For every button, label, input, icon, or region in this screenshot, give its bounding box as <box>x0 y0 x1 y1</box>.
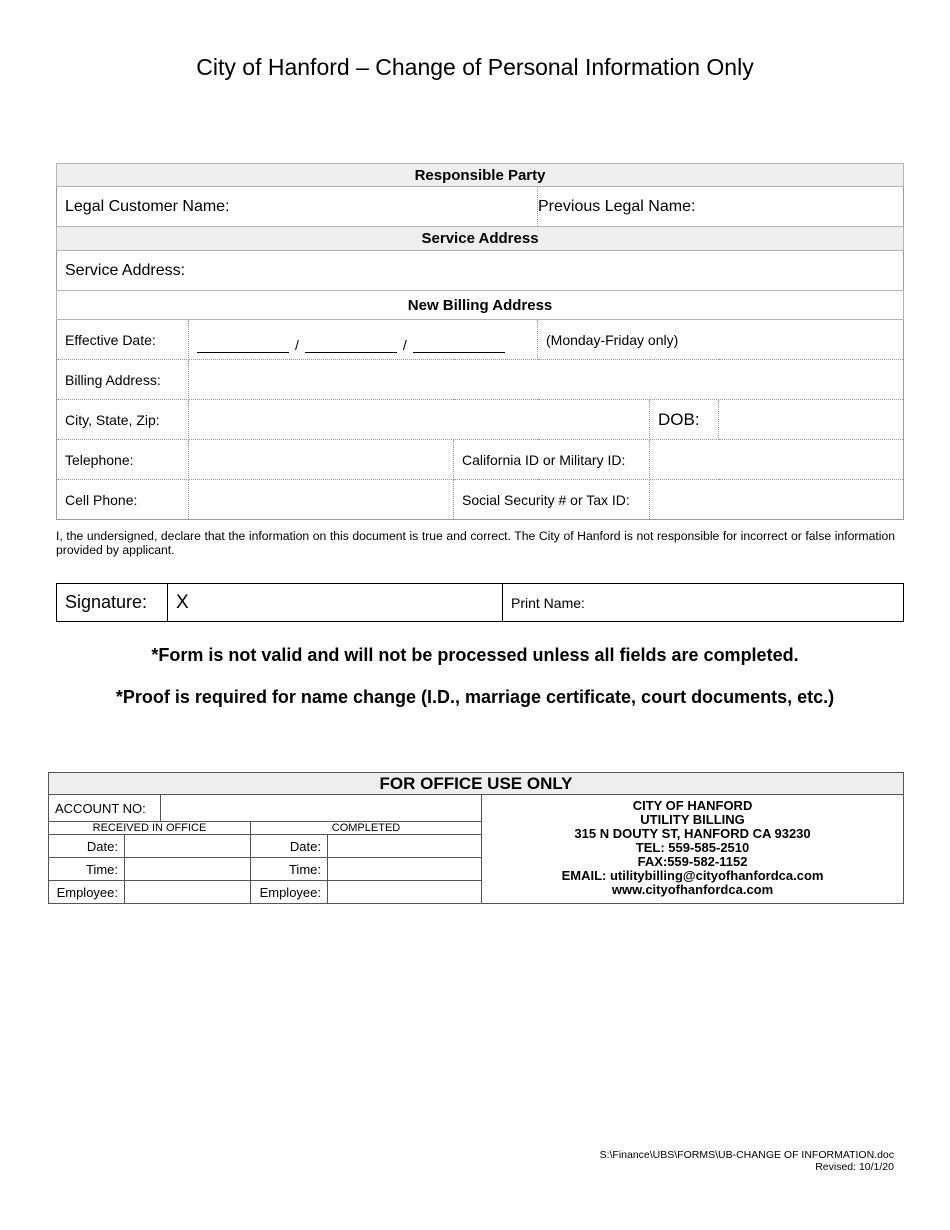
responsible-party-header <box>57 164 904 187</box>
document-footer <box>600 1149 894 1173</box>
cell-phone-input[interactable] <box>189 480 454 520</box>
effective-date-month-line[interactable] <box>197 338 289 353</box>
completed-employee-label: Employee: <box>251 881 328 904</box>
responsible-party-heading: Responsible Party <box>57 164 904 187</box>
effective-date-year-line[interactable] <box>413 338 505 353</box>
date-separator: / <box>295 336 299 353</box>
city-state-zip-label: City, State, Zip: <box>57 400 189 440</box>
received-in-office-label: RECEIVED IN OFFICE <box>49 822 251 835</box>
telephone-input[interactable] <box>189 440 454 480</box>
completed-time-label: Time: <box>251 858 328 881</box>
print-name-field[interactable] <box>503 584 904 622</box>
contact-telephone: TEL: 559-585-2510 <box>635 840 750 855</box>
notice-all-fields: *Form is not valid and will not be processed unless all fields are completed. <box>151 645 799 665</box>
received-time-label: Time: <box>49 858 125 881</box>
received-employee-label: Employee: <box>49 881 125 904</box>
service-address-field[interactable] <box>57 251 904 291</box>
city-state-zip-input[interactable] <box>189 400 650 440</box>
received-employee-input[interactable] <box>125 881 251 904</box>
notice-proof-required: *Proof is required for name change (I.D., marriage certificate, court documents, etc.) <box>115 687 835 707</box>
effective-date-day-line[interactable] <box>305 338 397 353</box>
dob-label: DOB: <box>650 400 719 440</box>
billing-address-label: Billing Address: <box>57 360 189 400</box>
previous-legal-name-label: Previous Legal Name: <box>538 197 696 215</box>
ssn-input[interactable] <box>650 480 904 520</box>
revision-date: Revised: 10/1/20 <box>815 1161 894 1173</box>
previous-legal-name-field[interactable] <box>538 187 904 227</box>
effective-date-field[interactable] <box>189 320 538 360</box>
effective-date-label: Effective Date: <box>57 320 189 360</box>
california-id-input[interactable] <box>650 440 904 480</box>
account-number-label: ACCOUNT NO: <box>49 795 161 822</box>
received-date-input[interactable] <box>125 835 251 858</box>
date-separator: / <box>402 336 407 353</box>
office-use-heading: FOR OFFICE USE ONLY <box>49 773 904 795</box>
billing-address-heading: New Billing Address <box>57 291 904 320</box>
completed-date-input[interactable] <box>328 835 482 858</box>
personal-info-form <box>56 163 904 520</box>
contact-city: CITY OF HANFORD <box>632 798 753 813</box>
service-address-label: Service Address: <box>65 261 186 279</box>
weekday-note: (Monday-Friday only) <box>538 320 904 360</box>
california-id-label: California ID or Military ID: <box>454 440 650 480</box>
contact-website: www.cityofhanfordca.com <box>611 882 774 897</box>
print-name-label: Print Name: <box>511 594 585 611</box>
page-title: City of Hanford – Change of Personal Information Only <box>196 54 754 80</box>
cell-phone-label: Cell Phone: <box>57 480 189 520</box>
legal-customer-name-label: Legal Customer Name: <box>65 197 230 215</box>
declaration-text: I, the undersigned, declare that the information on this document is true and correct. The City of Hanford is not responsible for incorrect or false information provided by applicant. <box>56 529 895 557</box>
billing-address-header <box>57 291 904 320</box>
signature-label: Signature: <box>57 584 168 622</box>
dob-input[interactable] <box>719 400 904 440</box>
signature-field[interactable] <box>168 584 503 622</box>
received-time-input[interactable] <box>125 858 251 881</box>
completed-time-input[interactable] <box>328 858 482 881</box>
service-address-header <box>57 227 904 251</box>
ssn-label: Social Security # or Tax ID: <box>454 480 650 520</box>
completed-label: COMPLETED <box>251 822 482 835</box>
contact-fax: FAX:559-582-1152 <box>637 854 748 869</box>
contact-address: 315 N DOUTY ST, HANFORD CA 93230 <box>574 826 811 841</box>
contact-department: UTILITY BILLING <box>640 812 745 827</box>
billing-address-input[interactable] <box>189 360 904 400</box>
account-number-input[interactable] <box>161 795 482 822</box>
signature-mark: X <box>176 591 189 613</box>
legal-customer-name-field[interactable] <box>57 187 538 227</box>
received-date-label: Date: <box>49 835 125 858</box>
utility-billing-contact <box>482 795 904 904</box>
office-use-table <box>48 772 904 904</box>
document-path: S:\Finance\UBS\FORMS\UB-CHANGE OF INFORMATION.doc <box>599 1149 894 1161</box>
contact-email: EMAIL: utilitybilling@cityofhanfordca.com <box>561 868 824 883</box>
telephone-label: Telephone: <box>57 440 189 480</box>
service-address-heading: Service Address <box>57 227 904 251</box>
signature-table <box>56 583 904 622</box>
completed-employee-input[interactable] <box>328 881 482 904</box>
completed-date-label: Date: <box>251 835 328 858</box>
